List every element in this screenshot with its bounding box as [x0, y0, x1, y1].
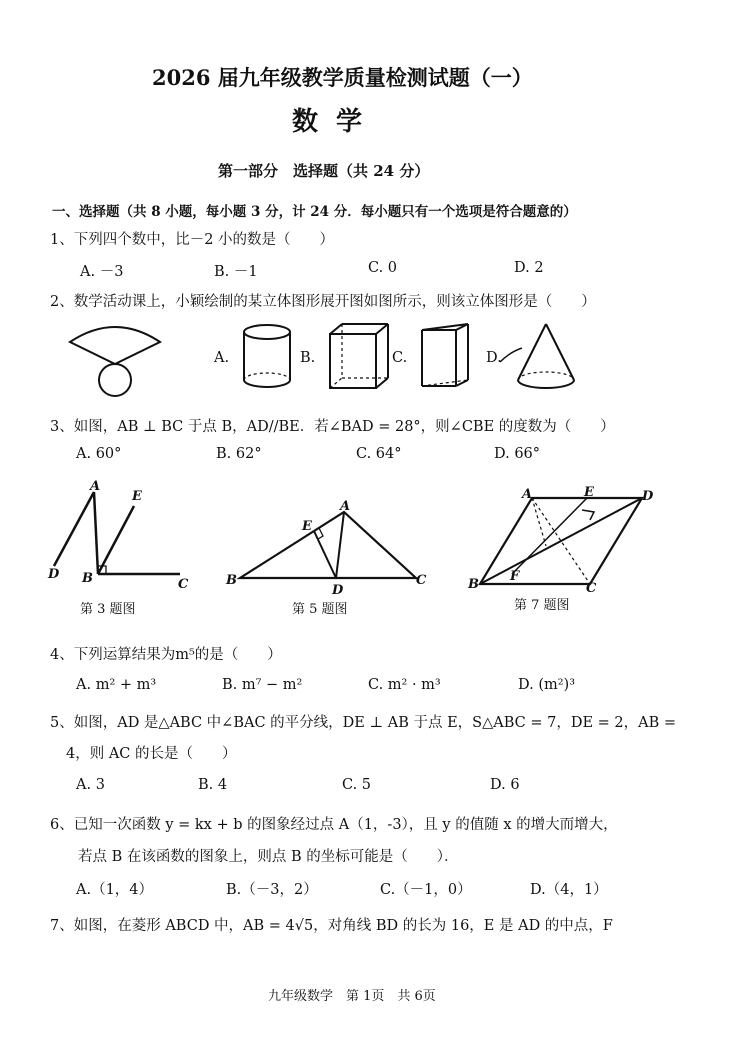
q1-option-d: D. 2 — [514, 260, 544, 276]
fig7-mark — [582, 510, 594, 520]
part-title: 第一部分 选择题（共 24 分） — [218, 162, 430, 180]
figure-3-caption: 第 3 题图 — [80, 602, 136, 617]
q3-option-d: D. 66° — [494, 446, 541, 462]
net-circle — [99, 364, 131, 396]
fig5-label-a: A — [340, 499, 351, 514]
q2-cylinder-figure — [240, 322, 300, 392]
fig7-label-c: C — [586, 581, 597, 596]
fig5-line-ad — [336, 512, 344, 578]
q4-option-c: C. m² · m³ — [368, 677, 441, 693]
fig7-label-b: B — [468, 577, 479, 592]
fig5-label-c: C — [416, 573, 427, 588]
q5-option-b: B. 4 — [198, 777, 228, 793]
q2-prism-figure — [416, 322, 476, 394]
q2-cone-figure — [500, 322, 580, 394]
figure-5 — [226, 498, 436, 598]
q6-option-a: A.（1，4） — [76, 882, 154, 898]
fig7-label-e: E — [584, 485, 594, 500]
question-1-stem: 1、下列四个数中，比－2 小的数是（ ） — [50, 232, 335, 248]
fig7-diagonal-bd — [480, 498, 642, 584]
fig5-label-d: D — [332, 583, 344, 598]
fig5-right-angle — [318, 528, 323, 539]
q6-option-c: C.（－1，0） — [380, 882, 472, 898]
fig7-label-d: D — [642, 489, 654, 504]
fig5-label-e: E — [302, 519, 312, 534]
q4-option-d: D. (m²)³ — [518, 677, 576, 693]
fig3-label-e: E — [132, 489, 142, 504]
exam-title: 2026 届九年级教学质量检测试题（一） — [152, 65, 533, 90]
fig3-line-be — [98, 506, 134, 574]
q3-option-a: A. 60° — [76, 446, 122, 462]
fig5-triangle-abc — [240, 512, 416, 578]
q3-option-b: B. 62° — [216, 446, 262, 462]
fig3-label-a: A — [90, 479, 101, 494]
fig3-line-ab — [94, 492, 98, 574]
fig3-label-b: B — [82, 571, 93, 586]
q1-option-c: C. 0 — [368, 260, 398, 276]
question-4-stem: 4、下列运算结果为m⁵的是（ ） — [50, 647, 282, 663]
q2-option-a: A. — [214, 350, 230, 366]
fig3-label-d: D — [48, 567, 60, 582]
question-2-stem: 2、数学活动课上，小颖绘制的某立体图形展开图如图所示，则该立体图形是（ ） — [50, 294, 596, 310]
q1-option-b: B. －1 — [214, 264, 258, 280]
figure-7-caption: 第 7 题图 — [514, 598, 570, 613]
fig3-label-c: C — [178, 577, 189, 592]
net-sector — [70, 327, 160, 364]
fig7-label-f: F — [510, 569, 520, 584]
fig7-label-a: A — [522, 487, 533, 502]
q1-option-a: A. －3 — [80, 264, 124, 280]
q6-option-b: B.（－3，2） — [226, 882, 318, 898]
figure-7 — [466, 484, 666, 594]
q2-cube-figure — [324, 322, 394, 394]
q2-option-c: C. — [392, 350, 408, 366]
figure-3 — [40, 478, 210, 593]
figure-5-caption: 第 5 题图 — [292, 602, 348, 617]
question-5-stem-line2: 4，则 AC 的长是（ ） — [66, 746, 237, 762]
q2-net-figure — [60, 312, 170, 402]
q2-option-d: D. — [486, 350, 502, 366]
q3-option-c: C. 64° — [356, 446, 402, 462]
section-instruction: 一、选择题（共 8 小题，每小题 3 分，计 24 分．每小题只有一个选项是符合题意的） — [52, 204, 577, 220]
fig5-label-b: B — [226, 573, 237, 588]
question-6-stem-line1: 6、已知一次函数 y = kx + b 的图象经过点 A（1，-3），且 y 的值随 x 的增大而增大， — [50, 817, 618, 833]
q4-option-b: B. m⁷ − m² — [222, 677, 303, 693]
q5-option-d: D. 6 — [490, 777, 520, 793]
page-footer: 九年级数学 第 1页 共 6页 — [268, 989, 436, 1004]
question-5-stem-line1: 5、如图，AD 是△ABC 中∠BAC 的平分线，DE ⊥ AB 于点 E，S△ABC = 7，DE = 2，AB = — [50, 715, 677, 731]
fig7-line-a-mid — [532, 498, 546, 546]
q2-option-b: B. — [300, 350, 316, 366]
fig3-line-ad — [54, 492, 94, 566]
question-6-stem-line2: 若点 B 在该函数的图象上，则点 B 的坐标可能是（ ）． — [78, 849, 459, 865]
question-3-stem: 3、如图，AB ⊥ BC 于点 B，AD//BE．若∠BAD = 28°，则∠CBE 的度数为（ ） — [50, 419, 615, 435]
question-7-stem: 7、如图，在菱形 ABCD 中，AB = 4√5，对角线 BD 的长为 16，E 是 AD 的中点，F — [50, 918, 613, 934]
fig5-line-de — [314, 531, 336, 578]
q5-option-a: A. 3 — [76, 777, 105, 793]
q6-option-d: D.（4，1） — [530, 882, 608, 898]
subject-title: 数学 — [292, 107, 381, 137]
q4-option-a: A. m² + m³ — [76, 677, 157, 693]
q5-option-c: C. 5 — [342, 777, 372, 793]
